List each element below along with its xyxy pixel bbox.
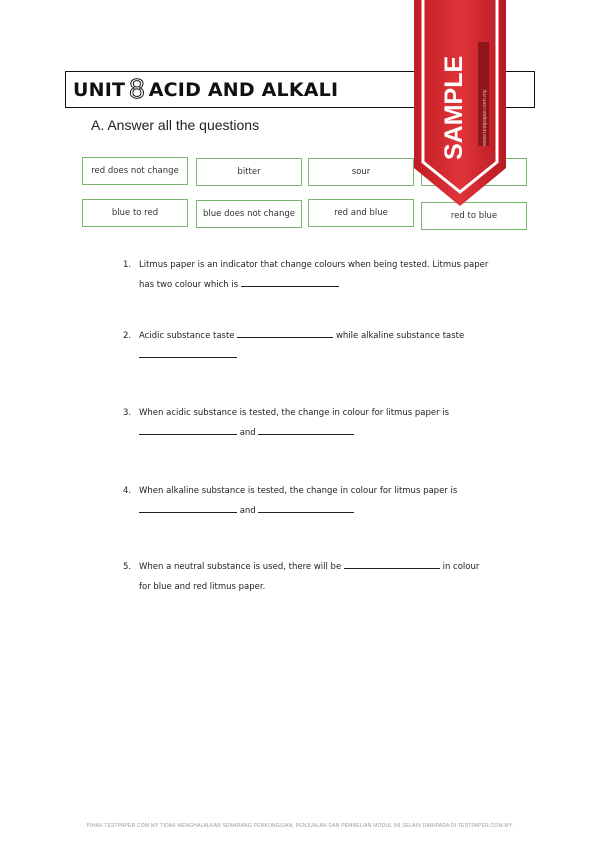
answer-blank[interactable] <box>344 560 440 569</box>
unit-title-text: ACID AND ALKALI <box>148 78 339 101</box>
banner-subtext: www.testpaper.com.my <box>482 89 488 146</box>
question-text: When alkaline substance is tested, the change in colour for litmus paper is <box>139 486 458 496</box>
question-text: When a neutral substance is used, there will be <box>139 562 342 572</box>
answer-blank[interactable] <box>241 278 339 287</box>
unit-prefix: UNIT <box>73 78 126 101</box>
question-text: for blue and red litmus paper. <box>139 582 266 592</box>
question-text: When acidic substance is tested, the change in colour for litmus paper is <box>139 408 450 418</box>
unit-number: 8 <box>129 72 145 104</box>
answer-blank[interactable] <box>258 504 354 513</box>
and-word: and <box>239 428 256 438</box>
question-number: 2. <box>123 331 132 341</box>
answer-blank[interactable] <box>139 426 237 435</box>
question-text: Litmus paper is an indicator that change colours when being tested. Litmus paper <box>139 260 489 270</box>
question-5 <box>123 560 523 600</box>
question-number: 5. <box>123 562 132 572</box>
answer-blank[interactable] <box>258 426 354 435</box>
question-text: while alkaline substance taste <box>335 331 465 341</box>
answer-blank[interactable] <box>237 329 333 338</box>
question-1 <box>123 258 523 298</box>
answer-blank[interactable] <box>139 349 237 358</box>
banner-text: SAMPLE <box>440 55 468 160</box>
word-box-red-to-blue: red to blue <box>421 202 527 230</box>
question-text: in colour <box>442 562 480 572</box>
section-instruction: A. Answer all the questions <box>91 117 260 133</box>
word-box-sour: sour <box>308 158 414 186</box>
question-text: Acidic substance taste <box>139 331 235 341</box>
question-number: 3. <box>123 408 132 418</box>
word-box-blue-does-not-change: blue does not change <box>196 200 302 228</box>
word-box-blue-to-red: blue to red <box>82 199 188 227</box>
question-3 <box>123 406 523 446</box>
answer-blank[interactable] <box>139 504 237 513</box>
word-box-red-does-not-change: red does not change <box>82 157 188 185</box>
question-text: has two colour which is <box>139 280 239 290</box>
question-2 <box>123 329 523 369</box>
question-number: 1. <box>123 260 132 270</box>
and-word: and <box>239 506 256 516</box>
question-4 <box>123 484 523 524</box>
word-box-bitter: bitter <box>196 158 302 186</box>
footer-disclaimer: PIHAK TESTPAPER.COM.MY TIDAK MENGHALALKAN SEBARANG PERKONGSIAN, PENJUALAN DAN PEMBELIAN MODUL INI SELAIN DARIPADA DI TESTPAPER.COM.MY. <box>86 823 514 829</box>
question-number: 4. <box>123 486 132 496</box>
sample-banner <box>410 0 510 208</box>
word-box-red-and-blue: red and blue <box>308 199 414 227</box>
